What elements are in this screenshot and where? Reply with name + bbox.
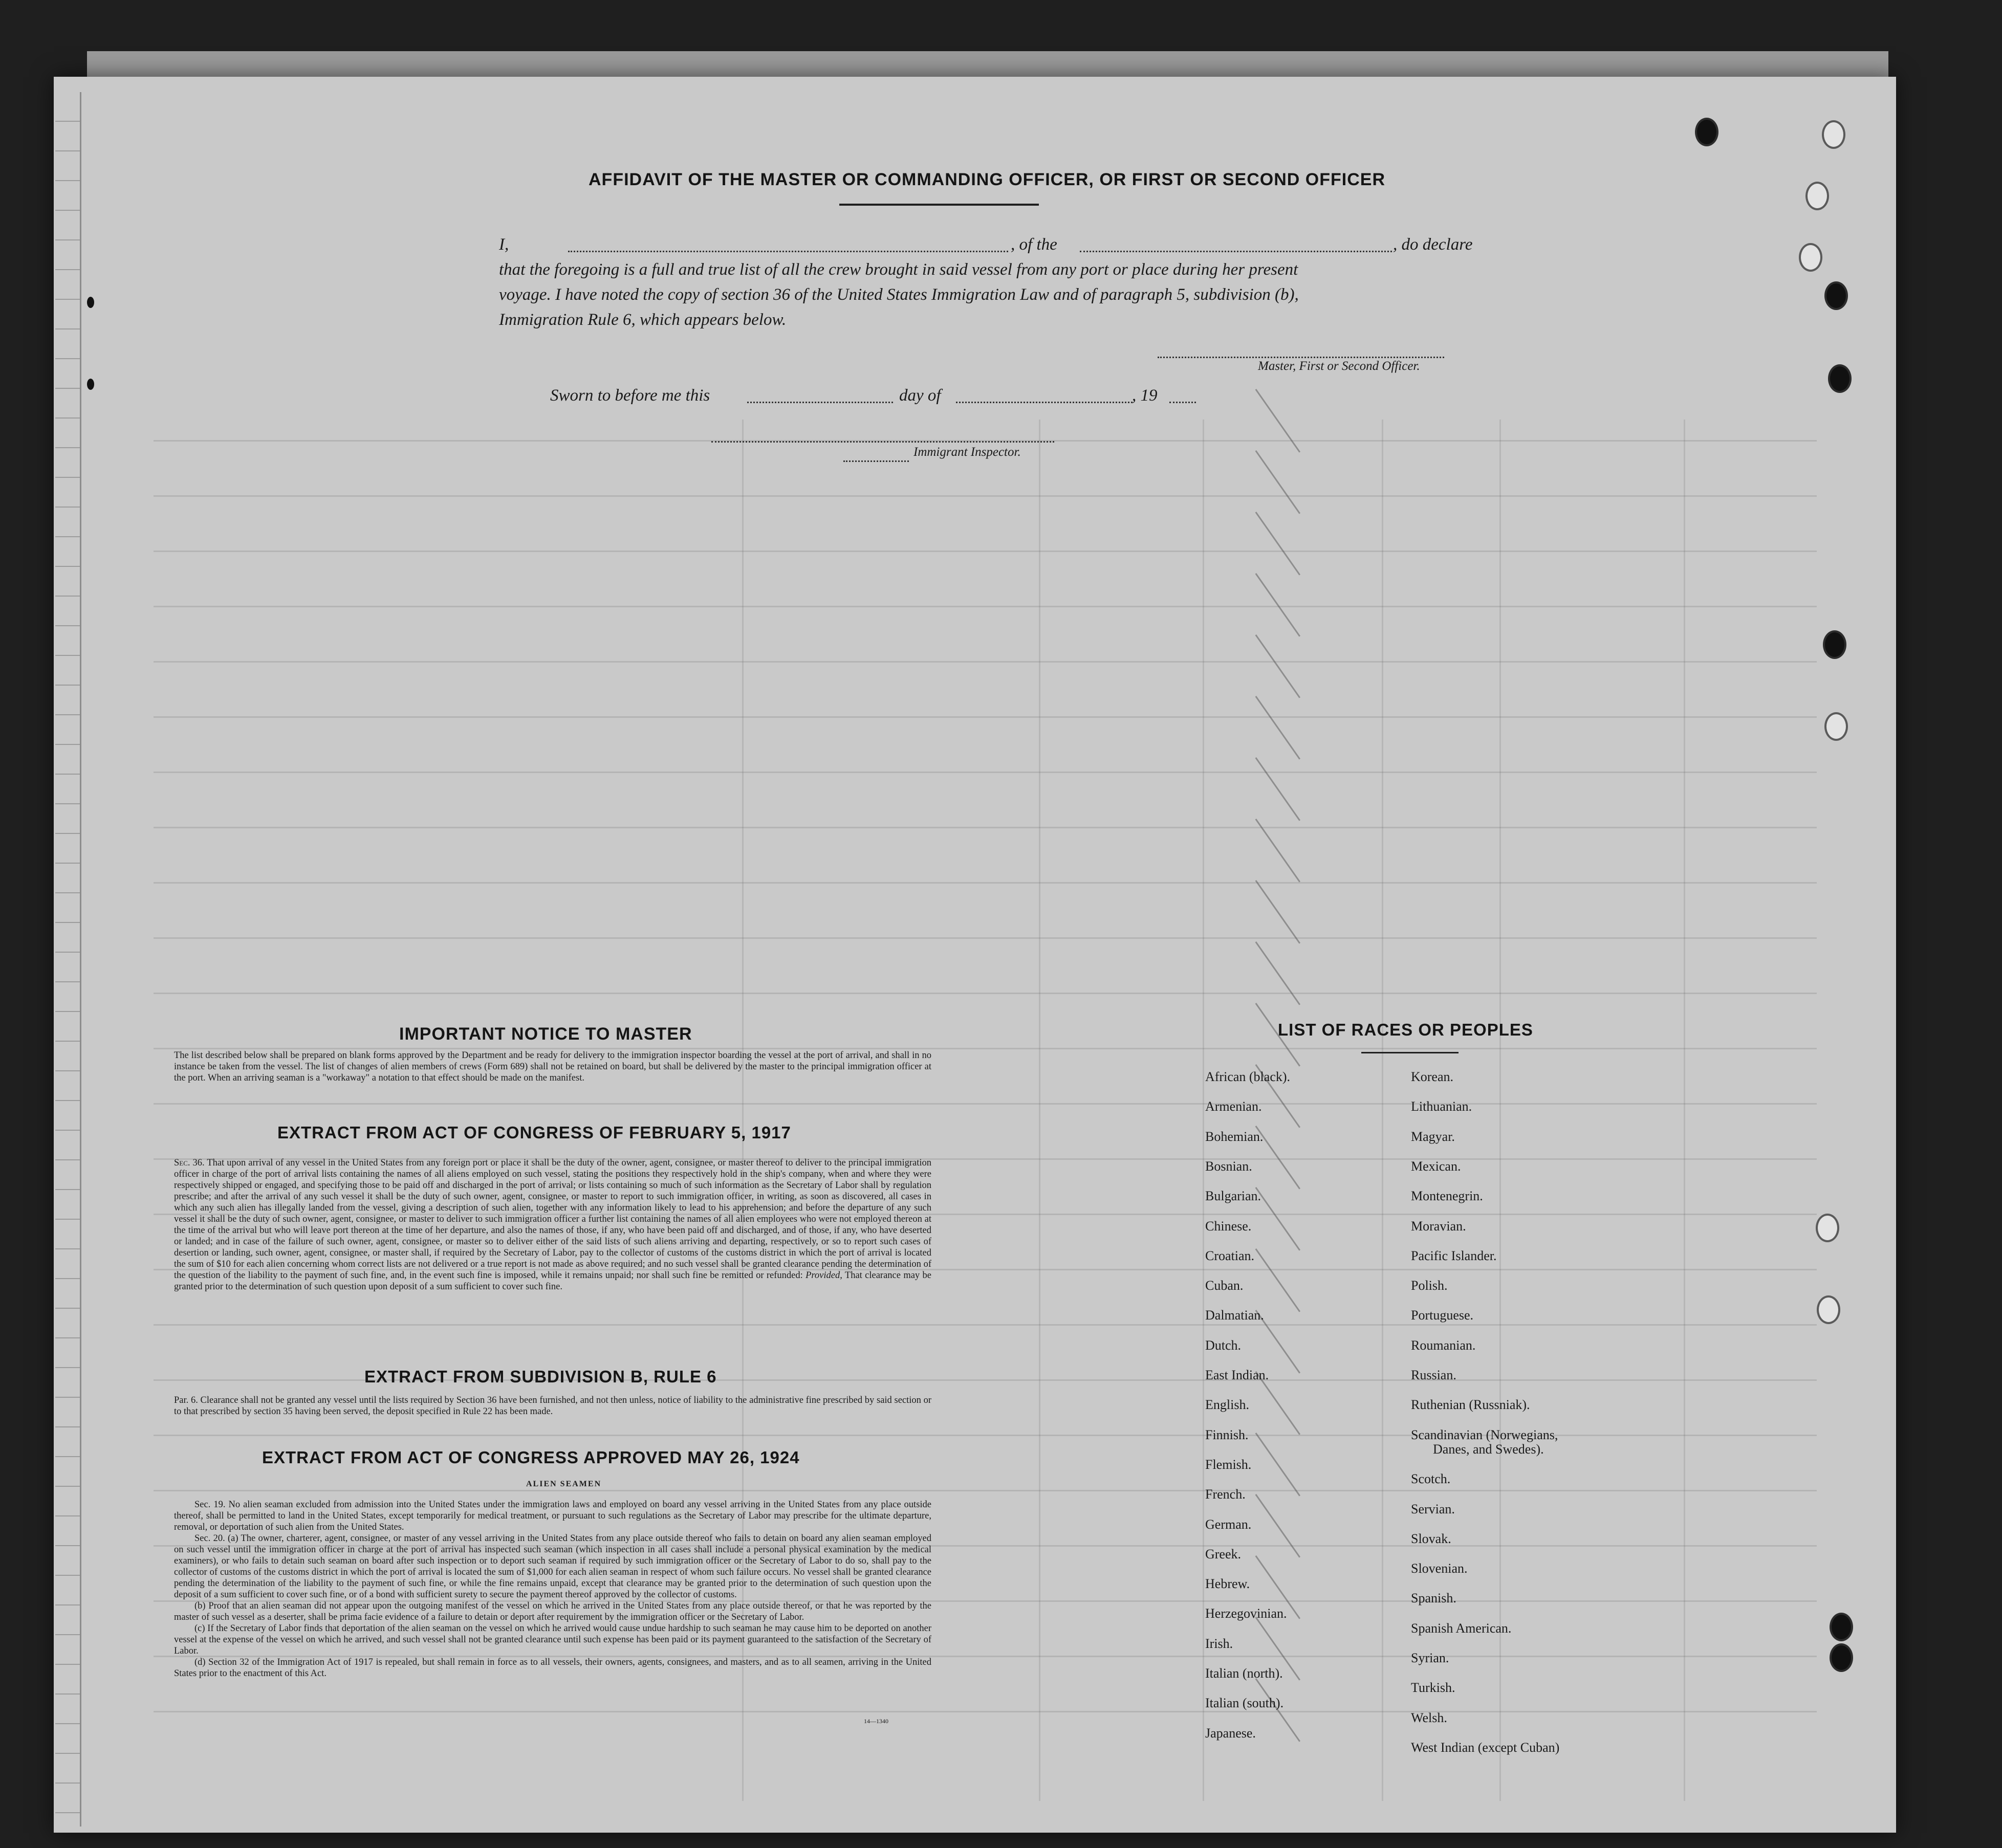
- left-margin-ruling: [55, 92, 81, 1827]
- punch-hole: [1816, 1214, 1839, 1242]
- race-item: Korean.: [1411, 1069, 1454, 1084]
- race-item: Japanese.: [1205, 1725, 1256, 1741]
- month-blank: [956, 402, 1133, 403]
- punch-hole: [1822, 120, 1845, 149]
- sworn-to-label: Sworn to before me this: [550, 386, 710, 405]
- punch-hole: [1823, 630, 1846, 659]
- margin-mark: [87, 379, 94, 390]
- race-item: Scandinavian (Norwegians,: [1411, 1427, 1558, 1442]
- race-item: Italian (south).: [1205, 1696, 1284, 1711]
- extract-1917-title: EXTRACT FROM ACT OF CONGRESS OF FEBRUARY 5, 1917: [277, 1123, 791, 1142]
- race-item: Bulgarian.: [1205, 1189, 1261, 1204]
- race-item: Magyar.: [1411, 1129, 1455, 1144]
- affidavit-title: AFFIDAVIT OF THE MASTER OR COMMANDING OFFICER, OR FIRST OR SECOND OFFICER: [589, 170, 1385, 189]
- notice-title: IMPORTANT NOTICE TO MASTER: [399, 1024, 692, 1044]
- alien-seamen-subtitle: ALIEN SEAMEN: [526, 1480, 602, 1488]
- master-signature-label: Master, First or Second Officer.: [1258, 359, 1420, 373]
- punch-hole: [1799, 243, 1822, 272]
- affidavit-line-i: I,: [499, 235, 509, 254]
- section-36-text: That upon arrival of any vessel in the United States from any foreign port or place it shall be the duty of the owner, agent, consignee, or master thereof to deliver to the principal immigration officer in charge of the port of arrival lists containing the names of all aliens employed on such vessel, stating the positions they respectively hold in the ship's company, when and where they were respectively shipped or engaged, and specifying those to be paid off and discharged in the port of arrival; or lists containing so much of such information as the Secretary of Labor shall by regulation prescribe; and after the arrival of any such vessel it shall be the duty of such owner, agent, consignee, or master to report to such immigration officer, in writing, as soon as discovered, all cases in which any such alien has illegally landed from the vessel, giving a description of such alien, together with any information likely to lead to his apprehension; and before the departure of any such vessel it shall be the duty of such owner, agent, consignee, or master to deliver to such immigration officer a further list containing the names of all alien employees who were not employed thereon at the time of the arrival but who will leave port thereon at the time of her departure, and also the names of those, if any, who have been paid off and discharged, and of those, if any, who have deserted or landed; and in case of the failure of such owner, agent, consignee, or master so to deliver either of the said lists of such aliens arriving and departing, respectively, or so to report such cases of desertion or landing, such owner, agent, consignee, or master shall, if required by the Secretary of Labor, pay to the collector of customs of the customs district in which the port of arrival is located the sum of $10 for each alien concerning whom correct lists are not delivered or a true report is not made as above required; and no such vessel shall be granted clearance pending the determination of the question of the liability to the payment of such fine, and, in the event such fine is imposed, while it remains unpaid; nor shall such fine be remitted or refunded:: [174, 1158, 931, 1281]
- inspector-prefix-line: [843, 460, 909, 462]
- race-item: Dutch.: [1205, 1337, 1242, 1353]
- race-item: Moravian.: [1411, 1218, 1466, 1234]
- race-item: Italian (north).: [1205, 1666, 1283, 1681]
- section-20d: (d) Section 32 of the Immigration Act of 1917 is repealed, but shall remain in force as to all vessels, their owners, agents, consignees, and masters, and as to all seamen, arriving in the United States prior to the enactment of this Act.: [174, 1657, 931, 1679]
- race-item: Slovenian.: [1411, 1561, 1468, 1576]
- race-item: English.: [1205, 1397, 1249, 1413]
- races-title: LIST OF RACES OR PEOPLES: [1278, 1020, 1533, 1039]
- year-blank: [1169, 402, 1196, 403]
- race-item: Welsh.: [1411, 1710, 1447, 1725]
- punch-hole: [1830, 1643, 1853, 1672]
- extract-1924-title: EXTRACT FROM ACT OF CONGRESS APPROVED MAY 26, 1924: [262, 1448, 800, 1467]
- extract-rule6-title: EXTRACT FROM SUBDIVISION B, RULE 6: [364, 1367, 717, 1386]
- margin-mark: [87, 297, 94, 308]
- master-signature-line: [1158, 357, 1444, 358]
- punch-hole: [1828, 364, 1852, 393]
- race-item: Armenian.: [1205, 1099, 1262, 1114]
- race-item: Polish.: [1411, 1278, 1448, 1293]
- section-20c: (c) If the Secretary of Labor finds that deportation of the alien seaman on the vessel on which he arrived would cause undue hardship to such seaman he may cause him to be deported on another vessel at the expense of the vessel on which he arrived, and such vessel shall not be granted clearance until such expense has been paid or its payment guaranteed to the satisfaction of the Secretary of Labor.: [174, 1623, 931, 1656]
- race-item: Turkish.: [1411, 1680, 1455, 1696]
- race-item: Ruthenian (Russniak).: [1411, 1397, 1530, 1413]
- affidavit-line-4: Immigration Rule 6, which appears below.: [499, 311, 787, 329]
- punch-hole: [1817, 1295, 1840, 1324]
- race-item: Irish.: [1205, 1636, 1233, 1651]
- section-20b: (b) Proof that an alien seaman did not appear upon the outgoing manifest of the vessel on which he arrived in the United States from any place outside thereof, or that he was reported by the master of such vessel as a deserter, shall be prima facie evidence of a failure to detain or deport after requirement by the immigration officer or the Secretary of Labor.: [174, 1601, 931, 1622]
- race-item: Spanish.: [1411, 1591, 1456, 1606]
- inspector-signature-line: [711, 441, 1054, 443]
- day-blank: [747, 402, 893, 403]
- extract-rule6-body: Par. 6. Clearance shall not be granted any vessel until the lists required by Section 36 have been furnished, and not then unless, notice of liability to the administrative fine prescribed by said section or to that prescribed by section 35 having been served, the deposit specified in Rule 22 has been made.: [174, 1395, 931, 1417]
- provided-word: Provided,: [806, 1270, 842, 1281]
- extract-1917-body: [174, 1157, 931, 1292]
- affidavit-line-3: voyage. I have noted the copy of section 36 of the United States Immigration Law and of paragraph 5, subdivision (b),: [499, 285, 1299, 304]
- race-item: Mexican.: [1411, 1158, 1461, 1174]
- race-item: Chinese.: [1205, 1218, 1252, 1234]
- affidavit-line-2: that the foregoing is a full and true list of all the crew brought in said vessel from any port or place during her present: [499, 260, 1298, 279]
- punch-hole: [1824, 281, 1848, 310]
- race-item: African (black).: [1205, 1069, 1291, 1084]
- section-label: Sec. 36.: [174, 1158, 205, 1168]
- day-of-label: day of: [899, 386, 941, 405]
- race-item: Roumanian.: [1411, 1337, 1476, 1353]
- year-prefix: , 19: [1132, 386, 1158, 405]
- race-item: Slovak.: [1411, 1531, 1451, 1546]
- inspector-label: Immigrant Inspector.: [913, 445, 1021, 459]
- race-item: Danes, and Swedes).: [1433, 1441, 1544, 1457]
- race-item: Dalmatian.: [1205, 1308, 1264, 1323]
- race-item: East Indian.: [1205, 1368, 1269, 1382]
- race-item: West Indian (except Cuban): [1411, 1740, 1560, 1755]
- race-item: Lithuanian.: [1411, 1099, 1472, 1114]
- section-19: Sec. 19. No alien seaman excluded from admission into the United States under the immigration laws and employed on board any vessel arriving in the United States from any place outside thereof, shall be permitted to land in the United States, except temporarily for medical treatment, or pursuant to such regulations as the Secretary of Labor may prescribe for the ultimate departure, removal, or deportation of such alien from the United States.: [174, 1500, 931, 1532]
- section-36-text-end: That clearance may be granted prior to the determination of such question upon deposit of a sum sufficient to cover such fine.: [174, 1270, 932, 1292]
- race-item: French.: [1205, 1487, 1246, 1502]
- form-code: 14—1340: [864, 1718, 888, 1725]
- race-item: Portuguese.: [1411, 1308, 1474, 1323]
- race-item: Spanish American.: [1411, 1620, 1512, 1636]
- race-item: Cuban.: [1205, 1278, 1244, 1293]
- race-item: Bohemian.: [1205, 1129, 1264, 1144]
- punch-hole: [1695, 118, 1718, 146]
- race-item: Scotch.: [1411, 1471, 1451, 1487]
- punch-hole: [1824, 712, 1848, 741]
- notice-body: The list described below shall be prepared on blank forms approved by the Department and be ready for delivery to the immigration inspector boarding the vessel at the port of arrival, and shall in no instance be taken from the vessel. The list of changes of alien members of crews (Form 689) shall not be retained on board, but shall be delivered by the master to the principal immigration officer at the port. When an arriving seaman is a "workaway" a notation to that effect should be made on the manifest.: [174, 1050, 931, 1083]
- affidavit-of-the: , of the: [1011, 235, 1057, 254]
- name-blank: [568, 251, 1008, 252]
- punch-hole: [1805, 182, 1829, 210]
- race-item: Russian.: [1411, 1368, 1456, 1382]
- extract-1924-body: [174, 1499, 931, 1679]
- section-20a: Sec. 20. (a) The owner, charterer, agent, consignee, or master of any vessel arriving in the United States from any place outside thereof who fails to detain on board any alien seaman employed on such vessel until the immigration officer in charge at the port of arrival has inspected such seaman (which inspection in all cases shall include a personal physical examination by the medical examiners), or who fails to detain such seaman on board after such inspection or to deport such seaman if required by such immigration officer or the Secretary of Labor to do so, shall pay to the collector of customs of the customs district in which the port of arrival is located the sum of $1,000 for each alien seaman in respect of whom such failure occurs. No vessel shall be granted clearance pending the determination of the liability to the payment of such fine, or while the fine remains unpaid, except that clearance may be granted prior to the determination of such question upon the deposit of a sum sufficient to cover such fine, or of a bond with sufficient surety to secure the payment thereof approved by the collector of customs.: [174, 1533, 931, 1600]
- race-item: Montenegrin.: [1411, 1189, 1483, 1204]
- affidavit-do-declare: , do declare: [1393, 235, 1473, 254]
- race-item: Pacific Islander.: [1411, 1248, 1497, 1263]
- race-item: Croatian.: [1205, 1248, 1255, 1263]
- race-item: German.: [1205, 1516, 1252, 1532]
- race-item: Finnish.: [1205, 1427, 1249, 1442]
- races-underline: [1361, 1052, 1459, 1053]
- race-item: Greek.: [1205, 1546, 1242, 1561]
- title-underline: [839, 204, 1039, 206]
- race-item: Syrian.: [1411, 1651, 1449, 1665]
- race-item: Flemish.: [1205, 1457, 1252, 1472]
- punch-hole: [1830, 1613, 1853, 1641]
- race-item: Herzegovinian.: [1205, 1606, 1287, 1621]
- race-item: Bosnian.: [1205, 1158, 1252, 1174]
- vessel-blank: [1080, 251, 1392, 252]
- race-item: Hebrew.: [1205, 1576, 1250, 1592]
- race-item: Servian.: [1411, 1501, 1455, 1516]
